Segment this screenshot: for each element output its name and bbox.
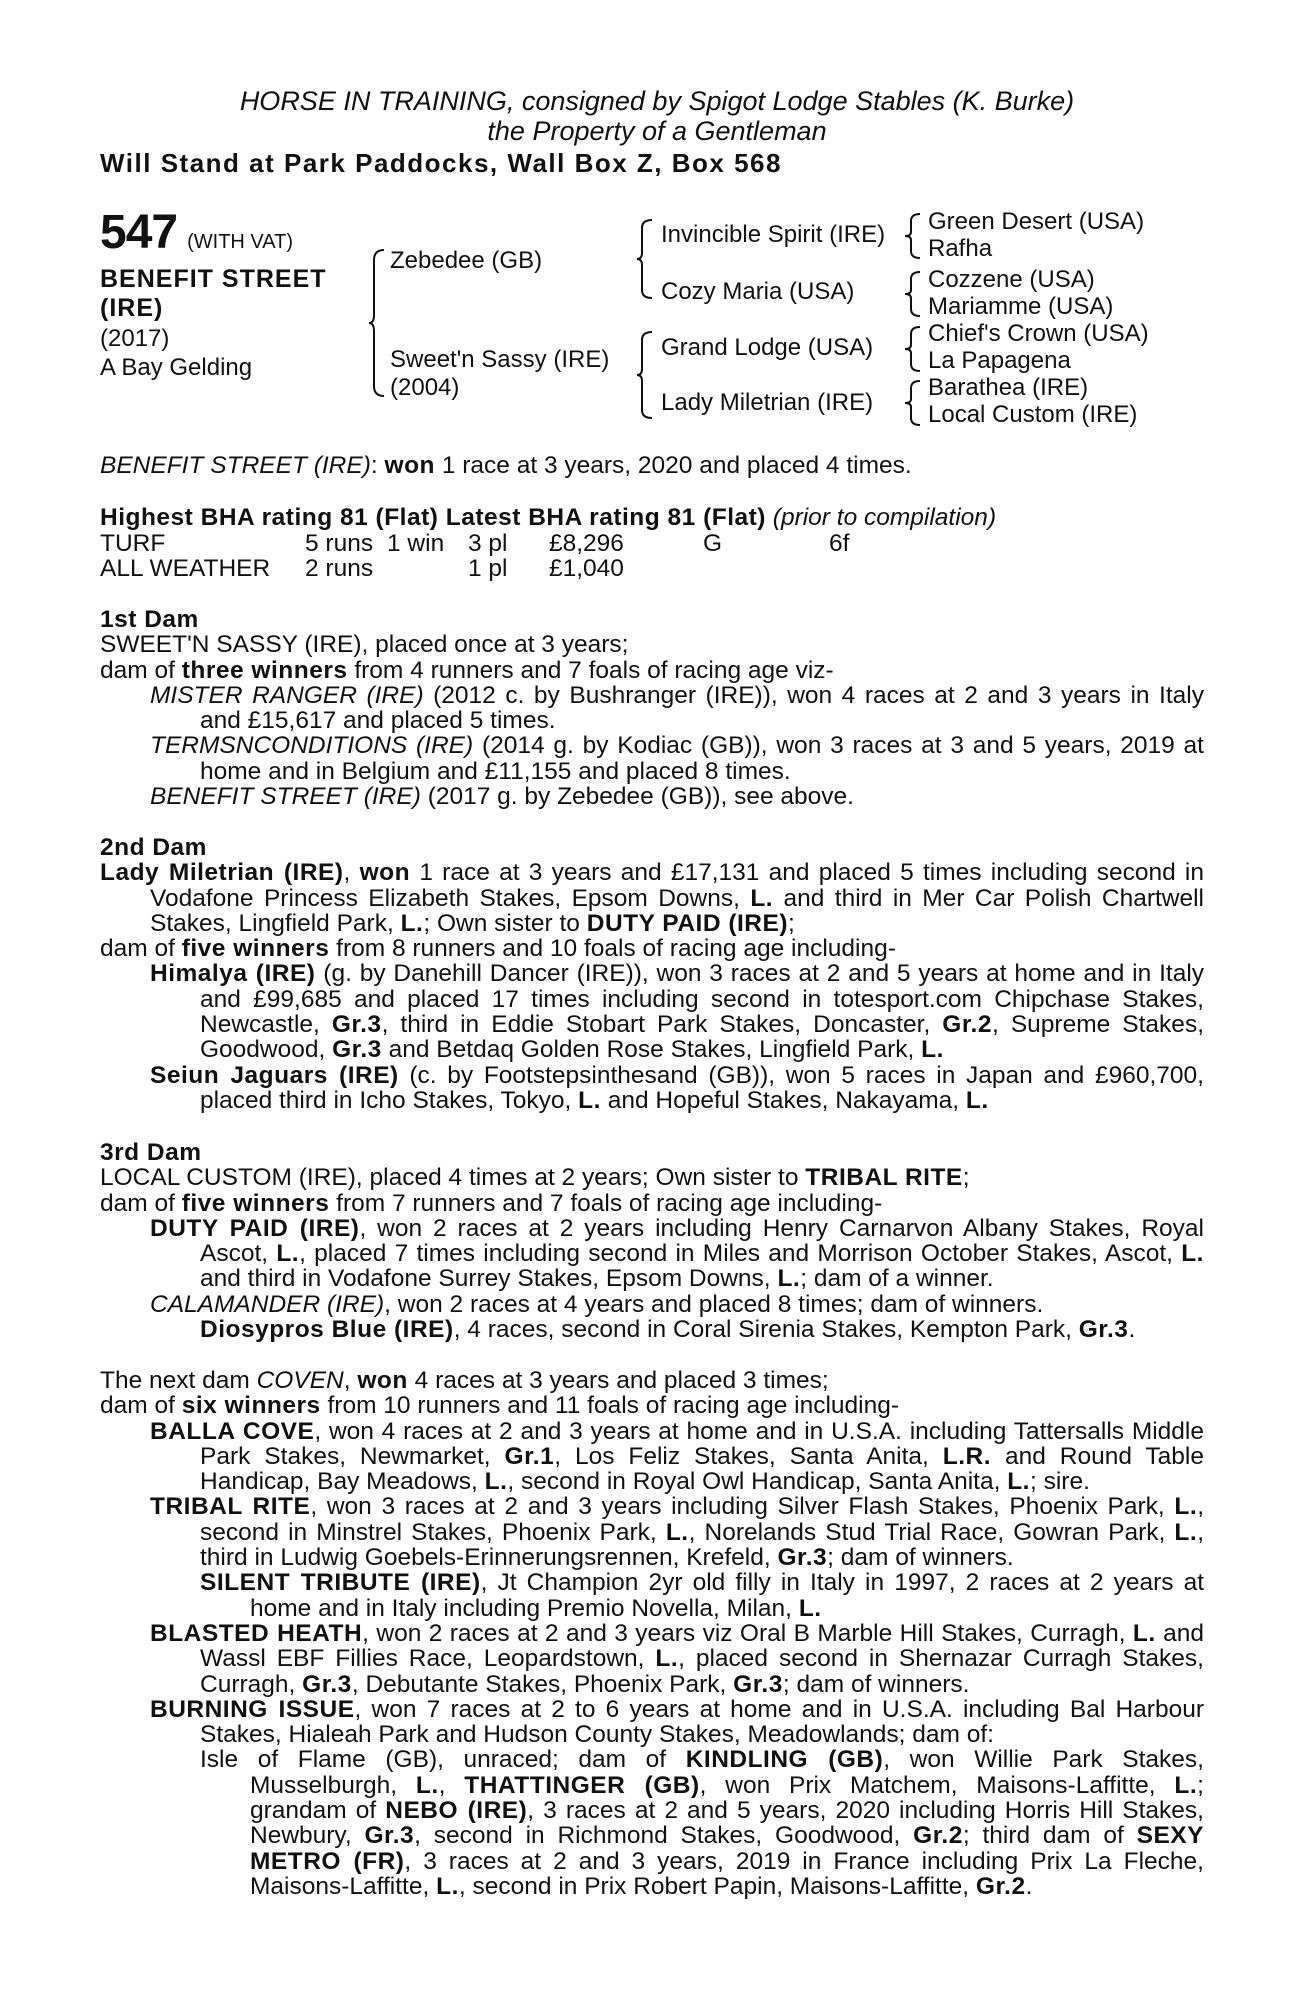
- progeny-name: BURNING ISSUE: [150, 1695, 355, 1723]
- third-dam-section: [100, 1140, 1204, 1342]
- progeny-name: TRIBAL RITE: [150, 1493, 311, 1521]
- text: , won Willie Park Stakes, Musselburgh,: [250, 1746, 1204, 1799]
- listed: L.: [1174, 1771, 1198, 1799]
- dam-name: Lady Miletrian (IRE): [100, 859, 344, 887]
- listed: L.: [484, 1468, 508, 1496]
- text: and Round Table Handicap, Bay Meadows,: [200, 1442, 1205, 1496]
- pedigree-sire: Zebedee (GB): [390, 247, 543, 274]
- grade: Gr.2: [942, 1011, 992, 1039]
- winners-count: six winners: [181, 1392, 321, 1420]
- listed: L.: [400, 909, 424, 937]
- progeny-name: DUTY PAID (IRE): [150, 1214, 360, 1242]
- text: from 8 runners and 10 foals of racing age including-: [329, 935, 896, 963]
- text: and Hopeful Stakes, Nakayama,: [600, 1086, 966, 1114]
- text: , third in Eddie Stobart Park Stakes, Doncaster,: [381, 1011, 943, 1039]
- pedigree-sire-dam: Cozy Maria (USA): [661, 278, 855, 305]
- rating-block: [100, 505, 1204, 530]
- text: , won 3 races at 2 and 3 years including Silver Flash Stakes, Phoenix Park,: [310, 1493, 1175, 1521]
- text: , second in Minstrel Stakes, Phoenix Park,: [200, 1493, 1204, 1546]
- progeny-name: Seiun Jaguars (IRE): [150, 1061, 399, 1089]
- summary-text: 1 race at 3 years, 2020 and placed 4 times.: [441, 452, 912, 479]
- text: ; Own sister to: [423, 909, 587, 937]
- progeny-name: BALLA COVE: [150, 1417, 315, 1445]
- text: , second in Richmond Stakes, Goodwood,: [414, 1822, 914, 1850]
- pedigree-dam: Sweet'n Sassy (IRE): [390, 346, 610, 373]
- progeny-name: NEBO (IRE): [385, 1797, 528, 1825]
- text: , Los Feliz Stakes, Santa Anita,: [554, 1442, 943, 1470]
- vat-label: (WITH VAT): [187, 231, 293, 253]
- text: 1 race at 3 years and £17,131 and placed 5 times including second in Vodafone Princess Elizabeth Stakes, Epsom Downs,: [150, 859, 1204, 912]
- third-dam-line1: [100, 1165, 1204, 1190]
- text: , placed 7 times including second in Miles and Morrison October Stakes, Ascot,: [299, 1240, 1182, 1268]
- progeny-item: [100, 1570, 1204, 1621]
- grade: Gr.2: [975, 1872, 1026, 1900]
- listed: L.: [1132, 1619, 1156, 1647]
- text: ,: [343, 1367, 358, 1394]
- pedigree-bracket-sire: [636, 218, 656, 300]
- text: from 7 runners and 7 foals of racing age including-: [329, 1189, 883, 1217]
- pedigree-bracket-sd: [904, 270, 924, 318]
- progeny-name: Diosypros Blue (IRE): [200, 1316, 454, 1344]
- progeny-name: CALAMANDER (IRE): [150, 1290, 385, 1318]
- pedigree-sds: Cozzene (USA): [928, 266, 1095, 293]
- progeny-item: [100, 784, 1204, 809]
- next-dam-section: [100, 1368, 1204, 1899]
- text: , Supreme Stakes, Goodwood,: [200, 1011, 1204, 1064]
- pedigree-dam-year: (2004): [390, 374, 460, 401]
- text: , 3 races at 2 and 5 years, 2020 including Horris Hill Stakes, Newbury,: [250, 1797, 1204, 1850]
- text: ; dam of winners.: [782, 1670, 970, 1698]
- lot-number-block: [100, 205, 293, 260]
- text: , Norelands Stud Trial Race, Gowran Park,: [688, 1518, 1175, 1546]
- grade: Gr.3: [331, 1011, 382, 1039]
- text: dam of: [100, 656, 182, 684]
- text: .: [1128, 1316, 1136, 1344]
- third-dam-line2: [100, 1191, 1204, 1216]
- text: ; dam of a winner.: [800, 1265, 994, 1293]
- text: and third in Vodafone Surrey Stakes, Epsom Downs,: [200, 1265, 778, 1293]
- text: (c. by Footstepsinthesand (GB)), won 5 races in Japan and £960,700, placed third in Icho Stakes, Tokyo,: [200, 1061, 1204, 1114]
- text: , 4 races, second in Coral Sirenia Stakes, Kempton Park,: [453, 1316, 1079, 1344]
- text: (g. by Danehill Dancer (IRE)), won 3 races at 2 and 5 years at home and in Italy and £99,685 and placed 17 times including second in totesport.com Chipchase Stakes, Newcastle,: [200, 960, 1205, 1039]
- horse-description: A Bay Gelding: [100, 354, 253, 381]
- third-dam-heading: 3rd Dam: [100, 1139, 202, 1166]
- second-dam-heading: 2nd Dam: [100, 834, 207, 861]
- turf-runs: 5 runs: [305, 530, 374, 557]
- text: and Wassl EBF Fillies Race, Leopardstown,: [200, 1619, 1204, 1673]
- progeny-item: [100, 1697, 1204, 1748]
- text: dam of: [100, 935, 182, 963]
- listed: L.: [276, 1240, 300, 1268]
- first-dam-heading: 1st Dam: [100, 606, 199, 633]
- listed: L.: [665, 1518, 689, 1546]
- aw-row: [100, 556, 1204, 581]
- text: The next dam: [100, 1367, 257, 1394]
- header-line-3: Will Stand at Park Paddocks, Wall Box Z, Box 568: [100, 148, 782, 178]
- listed: L.: [921, 1036, 944, 1064]
- winners-count: five winners: [181, 935, 330, 963]
- race-summary: [100, 453, 1204, 478]
- text: , won 2 races at 2 and 3 years viz Oral B Marble Hill Stakes, Curragh,: [362, 1619, 1133, 1647]
- turf-surface: TURF: [100, 530, 166, 557]
- listed: L.: [655, 1645, 679, 1673]
- lot-number: 547: [100, 206, 178, 259]
- horse-year: (2017): [100, 325, 170, 352]
- horse-name-line-1: BENEFIT STREET: [100, 265, 327, 293]
- pedigree-bracket-gen1: [368, 248, 388, 398]
- pedigree-dam-sire: Grand Lodge (USA): [661, 334, 874, 361]
- listed: L.: [1181, 1240, 1204, 1268]
- text: , 3 races at 2 and 3 years, 2019 in France including Prix La Fleche, Maisons-Laffitte,: [250, 1847, 1204, 1900]
- pedigree-dam-dam: Lady Miletrian (IRE): [661, 389, 874, 416]
- listed: L.: [965, 1086, 989, 1114]
- grade: Gr.3: [777, 1544, 828, 1572]
- progeny-item: [100, 1063, 1204, 1114]
- aw-placed: 1 pl: [468, 555, 508, 582]
- progeny-name: KINDLING (GB): [685, 1746, 884, 1774]
- text: ; sire.: [1030, 1468, 1090, 1496]
- grade: Gr.3: [1078, 1316, 1129, 1344]
- listed: L.: [578, 1086, 601, 1114]
- progeny-text: (2014 g. by Kodiac (GB)), won 3 races at 3 and 5 years, 2019 at home and in Belgium and £11,155 and placed 8 times.: [200, 732, 1204, 785]
- progeny-item: [100, 1494, 1204, 1570]
- text: ; dam of winners.: [827, 1544, 1014, 1572]
- aw-surface: ALL WEATHER: [100, 555, 271, 582]
- turf-distance: 6f: [829, 530, 850, 557]
- text: ; grandam of: [250, 1771, 1204, 1825]
- progeny-item: [100, 961, 1204, 1062]
- progeny-item: [100, 1292, 1204, 1317]
- text: , placed second in Shernazar Curragh Stakes, Curragh,: [200, 1645, 1204, 1698]
- text: , second in Royal Owl Handicap, Santa Anita,: [507, 1468, 1008, 1496]
- grade: Gr.1: [504, 1442, 555, 1470]
- summary-colon: :: [370, 452, 378, 479]
- horse-info: [100, 324, 252, 382]
- grade: Gr.3: [332, 1036, 382, 1064]
- progeny-name: SILENT TRIBUTE (IRE): [200, 1569, 481, 1597]
- listed: L.: [798, 1594, 822, 1622]
- pedigree-sdd: Mariamme (USA): [928, 293, 1114, 320]
- dam-name: COVEN: [256, 1367, 344, 1394]
- listed: L.R.: [942, 1442, 992, 1470]
- text: , Jt Champion 2yr old filly in Italy in 1997, 2 races at 2 years at home and in Italy including Premio Novella, Milan,: [250, 1569, 1204, 1622]
- text: , won 7 races at 2 to 6 years at home and in U.S.A. including Bal Harbour Stakes, Hialeah Park and Hudson County Stakes, Meadowlands; dam of:: [200, 1695, 1204, 1749]
- turf-row: [100, 531, 1204, 556]
- turf-going: G: [703, 530, 723, 557]
- progeny-name: SEXY METRO (FR): [250, 1822, 1204, 1875]
- pedigree-bracket-dam: [636, 330, 656, 420]
- progeny-name: BENEFIT STREET (IRE): [150, 783, 421, 811]
- turf-placed: 3 pl: [468, 530, 508, 557]
- pedigree-ssd: Rafha: [928, 235, 993, 262]
- next-dam-line1: [100, 1368, 1204, 1393]
- listed: L.: [750, 884, 774, 912]
- header-line-1: HORSE IN TRAINING, consigned by Spigot Lodge Stables (K. Burke): [239, 86, 1075, 116]
- aw-earnings: £1,040: [549, 555, 624, 582]
- text: , Debutante Stakes, Phoenix Park,: [351, 1670, 734, 1698]
- horse-name: [100, 265, 327, 323]
- second-dam-desc: [100, 860, 1204, 936]
- progeny-name: THATTINGER (GB): [464, 1771, 700, 1799]
- text: LOCAL CUSTOM (IRE), placed 4 times at 2 years; Own sister to: [100, 1164, 806, 1192]
- second-dam-line: [100, 936, 1204, 961]
- progeny-name: MISTER RANGER (IRE): [150, 681, 424, 709]
- header-line-2: the Property of a Gentleman: [487, 116, 827, 146]
- pedigree-dds: Barathea (IRE): [928, 374, 1089, 401]
- progeny-name: TERMSNCONDITIONS (IRE): [150, 732, 474, 760]
- listed: L.: [777, 1265, 801, 1293]
- turf-earnings: £8,296: [549, 530, 624, 557]
- progeny-text: (2012 c. by Bushranger (IRE)), won 4 races at 2 and 3 years in Italy and £15,617 and placed 5 times.: [200, 681, 1204, 735]
- text: ;: [788, 909, 795, 937]
- sister-name: DUTY PAID (IRE): [586, 909, 788, 937]
- progeny-item: [100, 1621, 1204, 1697]
- text: Isle of Flame (GB), unraced; dam of: [200, 1746, 686, 1774]
- text: ; third dam of: [962, 1822, 1137, 1850]
- grade: Gr.3: [733, 1670, 783, 1698]
- grade: Gr.3: [364, 1822, 415, 1850]
- text: ;: [962, 1164, 970, 1192]
- text: from 10 runners and 11 foals of racing age including-: [320, 1392, 900, 1420]
- next-dam-line2: [100, 1393, 1204, 1418]
- listed: L.: [415, 1771, 439, 1799]
- rating-note: (prior to compilation): [772, 504, 997, 531]
- progeny-name: Himalya (IRE): [150, 960, 316, 988]
- pedigree-dss: Chief's Crown (USA): [928, 320, 1149, 347]
- text: , won 4 races at 2 and 3 years at home and in U.S.A. including Tattersalls Middle Park Stakes, Newmarket,: [200, 1417, 1205, 1470]
- text: , won 2 races at 2 years including Henry Carnarvon Albany Stakes, Royal Ascot,: [200, 1214, 1204, 1268]
- progeny-item: [100, 1747, 1204, 1899]
- pedigree-sss: Green Desert (USA): [928, 208, 1145, 235]
- pedigree-bracket-dd: [904, 379, 924, 427]
- text: , won Prix Matchem, Maisons-Laffitte,: [699, 1771, 1175, 1799]
- progeny-item: [100, 1317, 1204, 1342]
- first-dam-line1: SWEET'N SASSY (IRE), placed once at 3 years;: [100, 631, 629, 659]
- text: and third in Mer Car Polish Chartwell Stakes, Lingfield Park,: [150, 884, 1204, 937]
- progeny-item: [100, 1216, 1204, 1292]
- winners-count: three winners: [181, 656, 348, 684]
- pedigree-sire-sire: Invincible Spirit (IRE): [661, 221, 886, 248]
- progeny-item: [100, 1419, 1204, 1495]
- sister-name: TRIBAL RITE: [805, 1164, 963, 1192]
- grade: Gr.3: [302, 1670, 352, 1698]
- horse-name-line-2: (IRE): [100, 294, 164, 322]
- text: , won 2 races at 4 years and placed 8 times; dam of winners.: [384, 1290, 1044, 1318]
- pedigree-bracket-ds: [904, 325, 924, 373]
- first-dam-line2: [100, 658, 1204, 683]
- first-dam-section: [100, 607, 1204, 809]
- progeny-text: (2017 g. by Zebedee (GB)), see above.: [420, 783, 854, 811]
- listed: L.: [1007, 1468, 1030, 1496]
- progeny-name: BLASTED HEATH: [150, 1619, 363, 1647]
- text: from 4 runners and 7 foals of racing age viz-: [347, 656, 834, 684]
- text: and Betdaq Golden Rose Stakes, Lingfield Park,: [381, 1036, 922, 1064]
- text: , second in Prix Robert Papin, Maisons-Laffitte,: [458, 1872, 976, 1900]
- progeny-item: [100, 733, 1204, 784]
- pedigree-bracket-ss: [904, 212, 924, 260]
- listed: L.: [1174, 1518, 1198, 1546]
- won: won: [357, 1367, 408, 1394]
- rating-text: Highest BHA rating 81 (Flat) Latest BHA rating 81 (Flat): [100, 504, 766, 531]
- text: dam of: [100, 1189, 182, 1217]
- text: .: [1025, 1872, 1033, 1900]
- listed: L.: [1174, 1493, 1198, 1521]
- text: , third in Ludwig Goebels-Erinnerungsrennen, Krefeld,: [200, 1518, 1204, 1572]
- text: 4 races at 3 years and placed 3 times;: [407, 1367, 829, 1394]
- second-dam-section: [100, 835, 1204, 1113]
- summary-won: won: [384, 452, 436, 479]
- pedigree-dsd: La Papagena: [928, 347, 1071, 374]
- winners-count: five winners: [181, 1189, 330, 1217]
- turf-wins: 1 win: [387, 530, 445, 557]
- pedigree-ddd: Local Custom (IRE): [928, 401, 1138, 428]
- summary-horse-name: BENEFIT STREET (IRE): [100, 452, 371, 479]
- progeny-item: [100, 683, 1204, 734]
- listed: L.: [436, 1872, 459, 1900]
- won: won: [359, 859, 411, 887]
- grade: Gr.2: [913, 1822, 963, 1850]
- text: ,: [438, 1771, 465, 1799]
- aw-runs: 2 runs: [305, 555, 374, 582]
- text: dam of: [100, 1392, 182, 1420]
- text: ,: [343, 859, 360, 887]
